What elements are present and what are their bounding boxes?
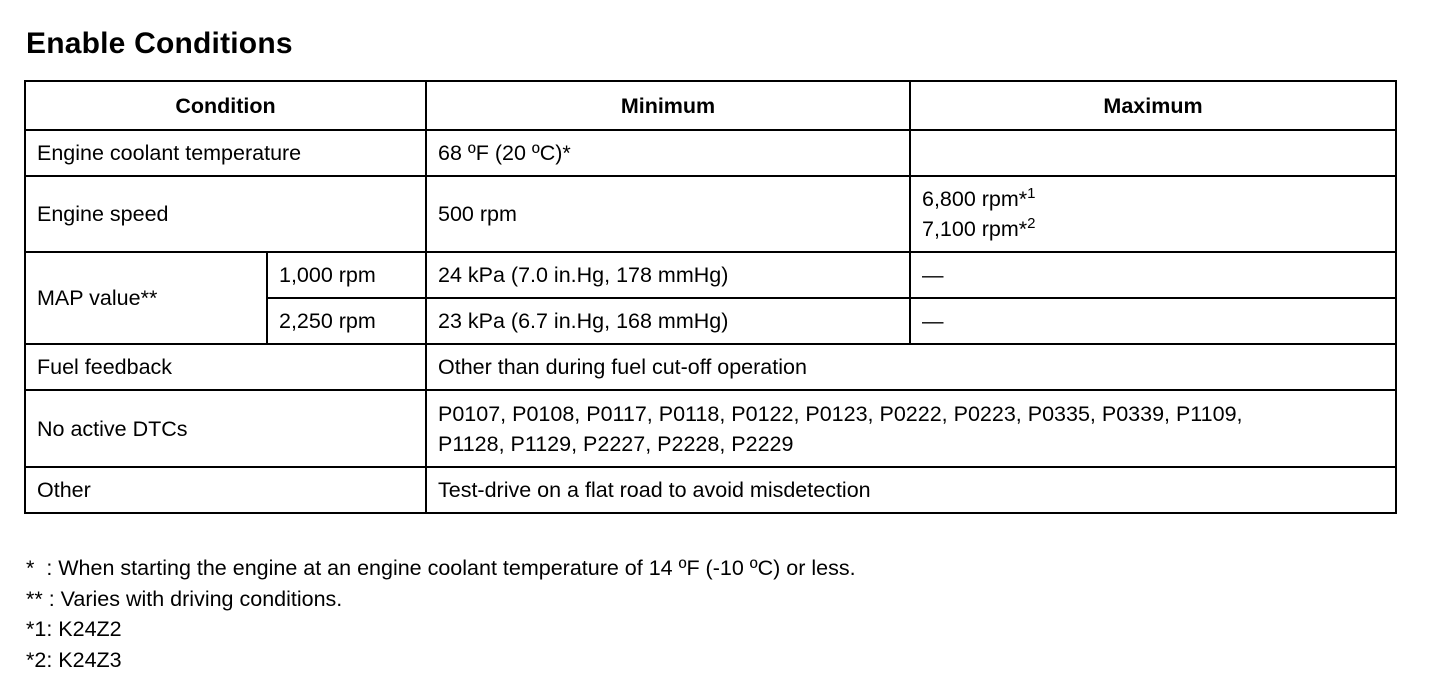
header-row [25, 81, 1396, 130]
maximum-cell: — [910, 252, 1396, 298]
condition-cell: MAP value** [25, 252, 267, 344]
header-maximum: Maximum [910, 81, 1396, 130]
footnote: *1: K24Z2 [26, 617, 122, 641]
dtc-line: P0107, P0108, P0117, P0118, P0122, P0123, P0222, P0223, P0335, P0339, P1109, [438, 401, 1243, 426]
table-row [25, 176, 1396, 252]
maximum-line [922, 214, 1384, 244]
condition-cell: No active DTCs [25, 390, 426, 467]
footnote: *2: K24Z3 [26, 647, 122, 672]
footnote: ** : Varies with driving conditions. [26, 586, 343, 611]
condition-cell: Fuel feedback [25, 344, 426, 390]
page-title: Enable Conditions [26, 27, 293, 60]
table-row [25, 467, 1396, 513]
minimum-cell: 68 ºF (20 ºC)* [426, 130, 910, 176]
rpm-cell: 2,250 rpm [267, 298, 426, 344]
footnote-marker: 1 [1027, 185, 1036, 202]
maximum-cell: — [910, 298, 1396, 344]
maximum-line [922, 184, 1384, 214]
minimum-cell: 500 rpm [426, 176, 910, 252]
table-row [25, 390, 1396, 467]
header-condition: Condition [25, 81, 426, 130]
footnotes [26, 553, 856, 675]
table-row [25, 344, 1396, 390]
value-cell [426, 390, 1396, 467]
maximum-cell [910, 130, 1396, 176]
enable-conditions-table [24, 80, 1397, 514]
footnote-marker: 2 [1027, 215, 1036, 232]
value-cell: Other than during fuel cut-off operation [426, 344, 1396, 390]
header-minimum: Minimum [426, 81, 910, 130]
value-cell: Test-drive on a flat road to avoid misdetection [426, 467, 1396, 513]
table-row [25, 130, 1396, 176]
condition-cell: Other [25, 467, 426, 513]
maximum-value: 7,100 rpm* [922, 217, 1028, 241]
dtc-line: P1128, P1129, P2227, P2228, P2229 [438, 431, 794, 456]
maximum-cell [910, 176, 1396, 252]
rpm-cell: 1,000 rpm [267, 252, 426, 298]
footnote: * : When starting the engine at an engine coolant temperature of 14 ºF (-10 ºC) or less. [26, 556, 856, 580]
condition-cell: Engine speed [25, 176, 426, 252]
maximum-value: 6,800 rpm* [922, 187, 1028, 211]
table-row [25, 252, 1396, 298]
condition-cell: Engine coolant temperature [25, 130, 426, 176]
minimum-cell: 24 kPa (7.0 in.Hg, 178 mmHg) [426, 252, 910, 298]
minimum-cell: 23 kPa (6.7 in.Hg, 168 mmHg) [426, 298, 910, 344]
